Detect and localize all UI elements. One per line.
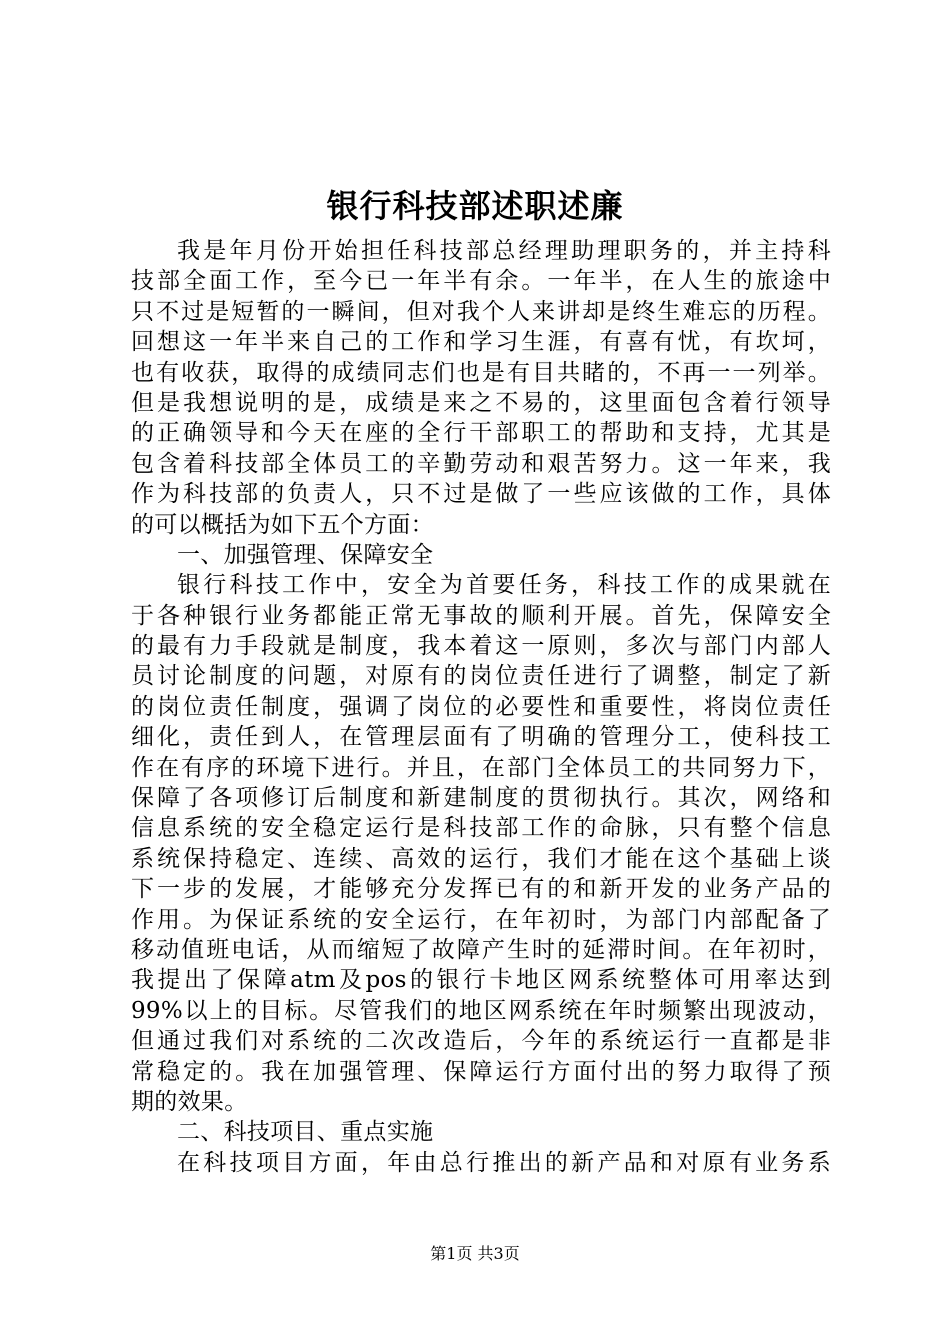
body-line: 细化，责任到人，在管理层面有了明确的管理分工，使科技工 [131, 724, 831, 751]
body-line: 也有收获，取得的成绩同志们也是有目共睹的，不再一一列举。 [131, 359, 831, 386]
body-line: 保障了各项修订后制度和新建制度的贯彻执行。其次，网络和 [131, 785, 831, 812]
body-line: 期的效果。 [131, 1088, 248, 1115]
document-body [131, 236, 831, 1178]
document-title: 银行科技部述职述廉 [326, 187, 624, 225]
body-line: 系统保持稳定、连续、高效的运行，我们才能在这个基础上谈 [131, 845, 831, 872]
body-line: 回想这一年半来自己的工作和学习生涯，有喜有忧，有坎坷， [131, 329, 831, 356]
body-line: 作用。为保证系统的安全运行，在年初时，为部门内部配备了 [131, 906, 831, 933]
body-line: 我是年月份开始担任科技部总经理助理职务的，并主持科 [177, 238, 831, 264]
body-line: 的可以概括为如下五个方面： [131, 511, 434, 538]
body-line: 移动值班电话，从而缩短了故障产生时的延滞时间。在年初时， [131, 936, 831, 963]
body-line: 但通过我们对系统的二次改造后，今年的系统运行一直都是非 [131, 1028, 831, 1055]
body-line: 的正确领导和今天在座的全行干部职工的帮助和支持，尤其是 [131, 420, 831, 447]
body-line: 但是我想说明的是，成绩是来之不易的，这里面包含着行领导 [131, 389, 831, 416]
body-line: 银行科技工作中，安全为首要任务，科技工作的成果就在 [177, 572, 831, 599]
body-line: 包含着科技部全体员工的辛勤劳动和艰苦努力。这一年来，我 [131, 450, 831, 477]
section-heading: 一、加强管理、保障安全 [177, 541, 434, 568]
body-line: 在科技项目方面，年由总行推出的新产品和对原有业务系 [177, 1149, 831, 1176]
body-line: 员讨论制度的问题，对原有的岗位责任进行了调整，制定了新 [131, 663, 831, 690]
body-line: 技部全面工作，至今已一年半有余。一年半，在人生的旅途中 [131, 268, 831, 295]
body-line: 常稳定的。我在加强管理、保障运行方面付出的努力取得了预 [131, 1058, 831, 1085]
body-line: 的最有力手段就是制度，我本着这一原则，多次与部门内部人 [131, 633, 831, 660]
body-line: 信息系统的安全稳定运行是科技部工作的命脉，只有整个信息 [131, 815, 831, 842]
body-line: 下一步的发展，才能够充分发挥已有的和新开发的业务产品的 [131, 876, 831, 903]
body-line: 的岗位责任制度，强调了岗位的必要性和重要性，将岗位责任 [131, 693, 831, 720]
body-line: 作在有序的环境下进行。并且，在部门全体员工的共同努力下， [131, 754, 831, 781]
body-line: 99%以上的目标。尽管我们的地区网系统在年时频繁出现波动， [131, 997, 831, 1024]
section-heading: 二、科技项目、重点实施 [177, 1119, 434, 1146]
body-line: 只不过是短暂的一瞬间，但对我个人来讲却是终生难忘的历程。 [131, 298, 831, 325]
body-line: 于各种银行业务都能正常无事故的顺利开展。首先，保障安全 [131, 602, 831, 629]
page-number: 第1页 共3页 [430, 1244, 520, 1263]
body-line: 我提出了保障atm及pos的银行卡地区网系统整体可用率达到 [131, 967, 831, 994]
body-line: 作为科技部的负责人，只不过是做了一些应该做的工作，具体 [131, 481, 831, 508]
